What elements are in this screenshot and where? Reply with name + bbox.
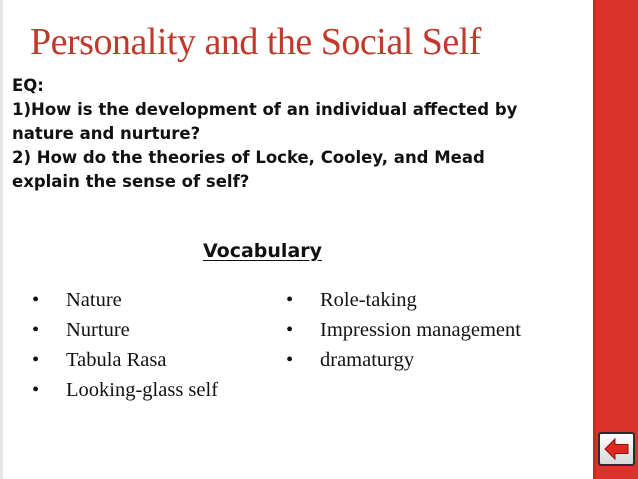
right-accent-bar-edge (593, 0, 596, 479)
back-button[interactable] (598, 432, 635, 466)
vocabulary-list-right (286, 285, 521, 375)
back-arrow-icon (603, 437, 630, 461)
vocabulary-term: Tabula Rasa (66, 349, 167, 371)
vocabulary-item (286, 315, 521, 345)
vocabulary-heading: Vocabulary (203, 240, 323, 262)
eq-line: explain the sense of self? (12, 172, 250, 191)
vocabulary-item (32, 315, 218, 345)
left-rule (0, 0, 3, 479)
slide-title: Personality and the Social Self (30, 21, 481, 63)
bullet-icon: • (32, 289, 40, 311)
vocabulary-item (32, 285, 218, 315)
eq-line: 2) How do the theories of Locke, Cooley, and Mead (12, 148, 485, 167)
right-accent-bar (593, 0, 638, 479)
vocabulary-item (286, 345, 521, 375)
vocabulary-term: dramaturgy (320, 349, 415, 371)
bullet-icon: • (286, 319, 294, 341)
bullet-icon: • (286, 289, 294, 311)
vocabulary-term: Nature (66, 289, 122, 311)
vocabulary-term: Role-taking (320, 289, 417, 311)
vocabulary-term: Looking-glass self (66, 379, 219, 401)
vocabulary-term: Impression management (320, 319, 521, 341)
bullet-icon: • (32, 349, 40, 371)
eq-line: nature and nurture? (12, 124, 201, 143)
vocabulary-term: Nurture (66, 319, 130, 341)
bullet-icon: • (286, 349, 294, 371)
vocabulary-item (32, 375, 218, 405)
bullet-icon: • (32, 319, 40, 341)
vocabulary-item (286, 285, 521, 315)
eq-line: 1)How is the development of an individual affected by (12, 100, 518, 119)
vocabulary-item (32, 345, 218, 375)
eq-line: EQ: (12, 76, 44, 95)
essential-questions (12, 74, 587, 194)
bullet-icon: • (32, 379, 40, 401)
vocabulary-list-left (32, 285, 218, 405)
